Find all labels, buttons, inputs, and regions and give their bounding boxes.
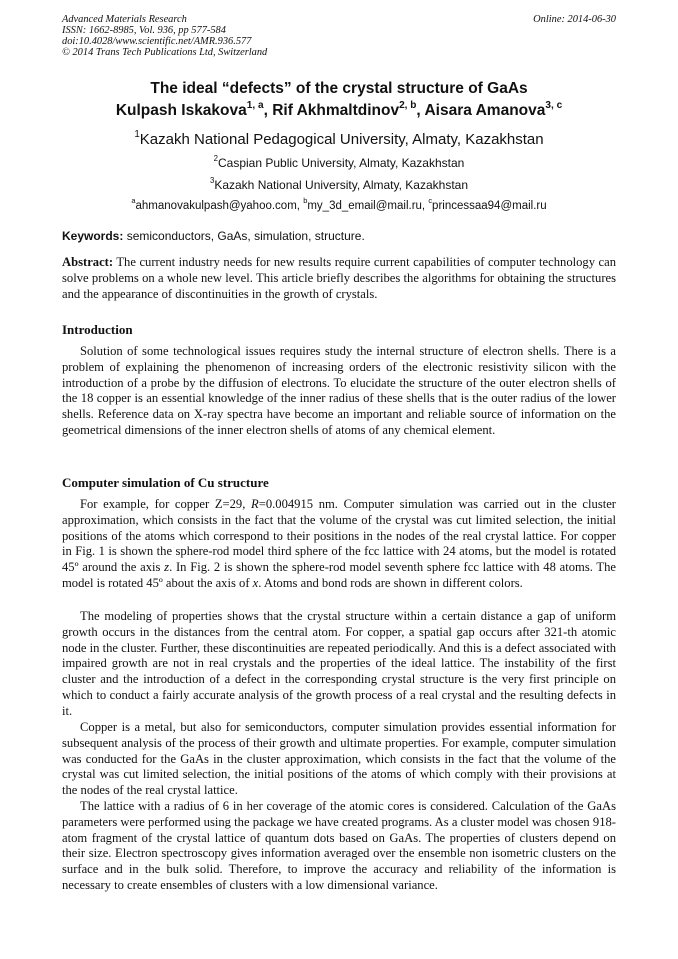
symbol-x: x	[252, 575, 259, 590]
paragraph-text: For example, for copper Z=29,	[80, 497, 252, 511]
journal-issn: ISSN: 1662-8985, Vol. 936, pp 577-584	[62, 25, 226, 36]
author-name: Rif Akhmaltdinov	[272, 102, 400, 119]
affiliation-sup: 2	[213, 154, 218, 164]
abstract-label: Abstract:	[62, 255, 114, 269]
abstract	[62, 255, 616, 302]
email-address: princessaa94@mail.ru	[432, 200, 547, 212]
email-address: ahmanovakulpash@yahoo.com	[135, 200, 297, 212]
author-sup: 2, b	[399, 99, 417, 111]
paper-title: The ideal “defects” of the crystal structure of GaAs	[150, 80, 528, 97]
author-list: Kulpash Iskakova$^{1, a}$, Rif Akhmaltdinov$^{2, b}$, Aisara Amanova$^{3, c}$	[115, 99, 563, 119]
email-address: my_3d_email@mail.ru	[307, 200, 422, 212]
affiliation-text: Kazakh National Pedagogical University, Almaty, Kazakhstan	[139, 131, 544, 148]
abstract-text: The current industry needs for new results require current capabilities of computer technology can solve problems on a whole new level. This article briefly describes the algorithms for obtaining the structures and the appearance of discontinuities in the growth of crystals.	[62, 255, 616, 301]
paragraph-text: =0.004915 nm. Computer simulation was carried out in the cluster approximation, which consists in the fact that the volume of the crystal was cut limited selection, the initial positions of the atoms which correspond to their positions in the nodes of the real crystal lattice. For copper in Fig. 1 is shown the sphere-rod model third sphere of the fcc lattice with 24 atoms, but the model is rotated 45º around the axis	[62, 497, 616, 575]
section-heading-introduction: Introduction	[62, 322, 133, 337]
affiliation	[0, 178, 678, 192]
paragraph: The modeling of properties shows that the crystal structure within a certain distance a gap of uniform growth occurs in the distances from the central atom. For copper, a spatial gap occurs after 321-th atomic node in the cluster. Further, these discontinuities are repeated periodically. And this is a defect associated with impaired growth are not in real crystals and the properties of the ideal lattice. The instability of the first cluster and the introduction of a defect in the corresponding crystal structure is the very first principle on which to conduct a fairly accurate analysis of the growth process of a real crystal and the resulting defects in it.	[62, 609, 616, 718]
running-header	[62, 14, 616, 58]
author-sup: 3, c	[545, 99, 563, 111]
affiliation-text: Kazakh National University, Almaty, Kazakhstan	[214, 178, 468, 192]
email-sup: c	[428, 196, 433, 206]
email-line: $^a$ahmanovakulpash@yahoo.com, $^b$my_3d_email@mail.ru, $^c$princessaa94@mail.ru	[131, 196, 547, 212]
author-sup: 1, a	[246, 99, 264, 111]
email-sup: a	[131, 196, 136, 206]
keywords-text: semiconductors, GaAs, simulation, structure.	[126, 229, 365, 243]
affiliation-sup: 1	[134, 129, 140, 141]
paragraph-text: . Atoms and bond rods are shown in different colors.	[258, 575, 523, 590]
journal-doi: doi:10.4028/www.scientific.net/AMR.936.577	[62, 36, 252, 47]
affiliation-sup: 3	[209, 176, 215, 186]
section-heading-simulation: Computer simulation of Cu structure	[62, 475, 269, 490]
journal-copyright: © 2014 Trans Tech Publications Ltd, Switzerland	[62, 47, 268, 58]
paragraph: Copper is a metal, but also for semiconductors, computer simulation provides essential information for subsequent analysis of the process of their growth and ultimate properties. For example, computer simulation was conducted for the GaAs in the cluster approximation, which consists in the fact that the volume of the crystal was cut limited selection, the initial positions of the atoms of which comply with their provisions at the nodes of the real crystal lattice.	[62, 720, 616, 798]
paragraph-text: . In Fig. 2 is shown the sphere-rod model seventh sphere fcc lattice with 48 atoms. The model is rotated 45º about the axis of	[62, 560, 616, 590]
affiliation	[0, 131, 678, 148]
email-sup: b	[303, 196, 308, 206]
symbol-r: R	[251, 497, 259, 511]
keywords-label: Keywords:	[62, 229, 124, 243]
affiliation-text: Caspian Public University, Almaty, Kazakhstan	[218, 156, 465, 170]
online-date: Online: 2014-06-30	[533, 14, 616, 25]
symbol-z: z	[164, 560, 170, 575]
paragraph	[62, 497, 616, 592]
author-name: Aisara Amanova	[424, 102, 546, 119]
paragraph: The lattice with a radius of 6 in her coverage of the atomic cores is considered. Calculation of the GaAs parameters were performed using the package we have created programs. As a cluster model was chosen 918-atom fragment of the crystal lattice of quantum dots based on GaAs. The properties of clusters depend on their size. Electron spectroscopy gives information averaged over the ensemble non isometric clusters on the surface and in the bulk solid. Therefore, to improve the accuracy and reliability of the information is necessary to create ensembles of clusters with a low dimensional variance.	[62, 799, 616, 892]
keywords	[62, 229, 616, 243]
author-name: Kulpash Iskakova	[115, 102, 247, 119]
paragraph: Solution of some technological issues requires study the internal structure of electron shells. There is a problem of explaining the phenomenon of increasing orders of the electronic resistivity silicon with the introduction of a probe by the diffusion of electrons. To elucidate the structure of the outer electron shells of the 18 copper is an essential knowledge of the inner radius of these shells that is the outer radius of the lower shells. Reference data on X-ray spectra have become an important and reliable source of information on the geometrical dimensions of the inner electron shells of atoms of any chemical element.	[62, 344, 616, 437]
affiliation	[0, 156, 678, 170]
journal-name: Advanced Materials Research	[62, 14, 187, 25]
